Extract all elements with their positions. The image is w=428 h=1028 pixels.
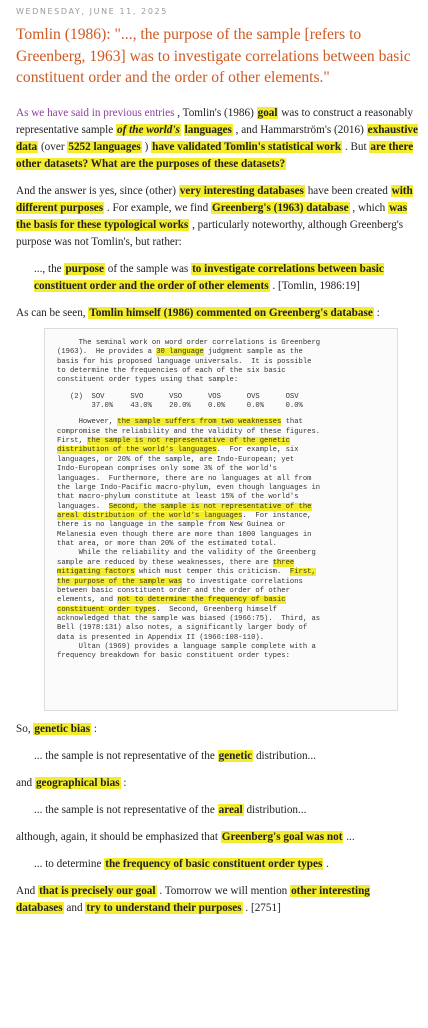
paragraph-geographical-bias: and geographical bias :	[16, 776, 127, 789]
highlight: try to understand their purposes	[86, 901, 242, 914]
highlight: areal	[218, 803, 243, 816]
paragraph-datasets: And the answer is yes, since (other) very interesting databases have been created with different purposes . For example, we find Greenberg's (1963) database , which was the basis for these typological works , particularly noteworthy, although Greenberg's purpose was not Tomlin's, but rather:	[16, 184, 413, 248]
scanned-text-excerpt: The seminal work on word order correlations is Greenberg (1963). He provides a 30 language judgment sample as the basis for his proposed language universals. It is possible to determine the frequencies of each of the six basic constituent order types using that sample: (2) SOV SVO VSO VOS OVS OSV 37.0% 43.0% 20.0% 0.0% 0.0% 0.0% However, the sample suffers from two weaknesses that compromise the reliability and the validity of these figures. First, the sample is not representative of the genetic distribution of the world's languages. For example, six languages, or 20% of the sample, are Indo-European; yet Indo-European comprises only some 3% of the world's languages. Furthermore, there are no languages at all from the large Indo-Pacific macro-phylum, even though languages in that macro-phylum constitute at least 15% of the world's languages. Second, the sample is not representative of the areal distribution of the world's languages. For instance, there is no language in the sample from New Guinea or Melanesia even though there are more than 1000 languages in that area, or more than 20% of the estimated total. While the reliability and the validity of the Greenberg sample are reduced by these weaknesses, there are three mitigating factors which must temper this criticism. First, the purpose of the sample was to investigate correlations between basic constituent order and the order of other elements, and not to determine the frequency of basic constituent order types. Second, Greenberg himself acknowledged that the sample was biased (1966:75). Third, as Bell (1978:131) also notes, a significantly larger body of data is presented in Appendix II (1966:108-110). Ultan (1969) provides a language sample complete with a frequency breakdown for basic constituent order types:	[44, 328, 398, 711]
previous-entries-link[interactable]: As we have said in previous entries	[16, 106, 175, 119]
highlight: geographical bias	[35, 776, 120, 789]
highlight: Greenberg's (1963) database	[212, 201, 349, 214]
paragraph-intro: As we have said in previous entries , Tomlin's (1986) goal was to construct a reasonably representative sample of the world's languages , and Hammarström's (2016) exhaustive data (over 5252 languages ) have validated Tomlin's statistical work . But are there other datasets? What are the purposes of these datasets?	[16, 106, 418, 170]
quote-areal: ... the sample is not representative of the areal distribution...	[34, 803, 307, 816]
quote-genetic: ... the sample is not representative of the genetic distribution...	[34, 749, 316, 762]
highlight: purpose	[65, 262, 104, 275]
highlight: was the basis for these typological works	[16, 201, 408, 231]
highlight: Tomlin himself (1986) commented on Greenberg's database	[89, 306, 373, 319]
highlight: of the world's	[117, 123, 180, 136]
highlight: genetic	[218, 749, 253, 762]
highlight: 5252 languages	[68, 140, 141, 153]
highlight: goal	[257, 106, 278, 119]
highlight: Greenberg's goal was not	[221, 830, 343, 843]
post-title: Tomlin (1986): "..., the purpose of the sample [refers to Greenberg, 1963] was to investigate correlations between basic constituent order and the order of other elements."	[16, 26, 411, 87]
paragraph-greenberg-goal: although, again, it should be emphasized that Greenberg's goal was not ...	[16, 830, 355, 843]
highlight: have validated Tomlin's statistical work	[152, 140, 342, 153]
quote-frequency: ... to determine the frequency of basic constituent order types .	[34, 857, 329, 870]
order-frequencies-row: 37.0% 43.0% 20.0% 0.0% 0.0% 0.0%	[57, 402, 303, 411]
highlight: very interesting databases	[179, 184, 304, 197]
highlight: that is precisely our goal	[39, 884, 156, 897]
highlight: exhaustive data	[16, 123, 418, 153]
highlight: other interesting databases	[16, 884, 370, 914]
highlight: with different purposes	[16, 184, 413, 214]
post-date: WEDNESDAY, JUNE 11, 2025	[16, 7, 168, 16]
order-types-row: (2) SOV SVO VSO VOS OVS OSV	[57, 392, 299, 401]
paragraph-conclusion: And that is precisely our goal . Tomorrow we will mention other interesting databases and try to understand their purposes . [2751]	[16, 884, 370, 914]
highlight: languages	[184, 123, 232, 136]
highlight: are there other datasets? What are the purposes of these datasets?	[16, 140, 414, 170]
paragraph-genetic-bias: So, genetic bias :	[16, 722, 97, 735]
highlight: to investigate correlations between basic constituent order and the order of other elements	[34, 262, 384, 292]
paragraph-tomlin-comment: As can be seen, Tomlin himself (1986) commented on Greenberg's database :	[16, 306, 380, 319]
highlight: genetic bias	[34, 722, 91, 735]
highlight: the frequency of basic constituent order types	[105, 857, 323, 870]
quote-tomlin: ..., the purpose of the sample was to investigate correlations between basic constituent order and the order of other elements . [Tomlin, 1986:19]	[34, 262, 384, 292]
